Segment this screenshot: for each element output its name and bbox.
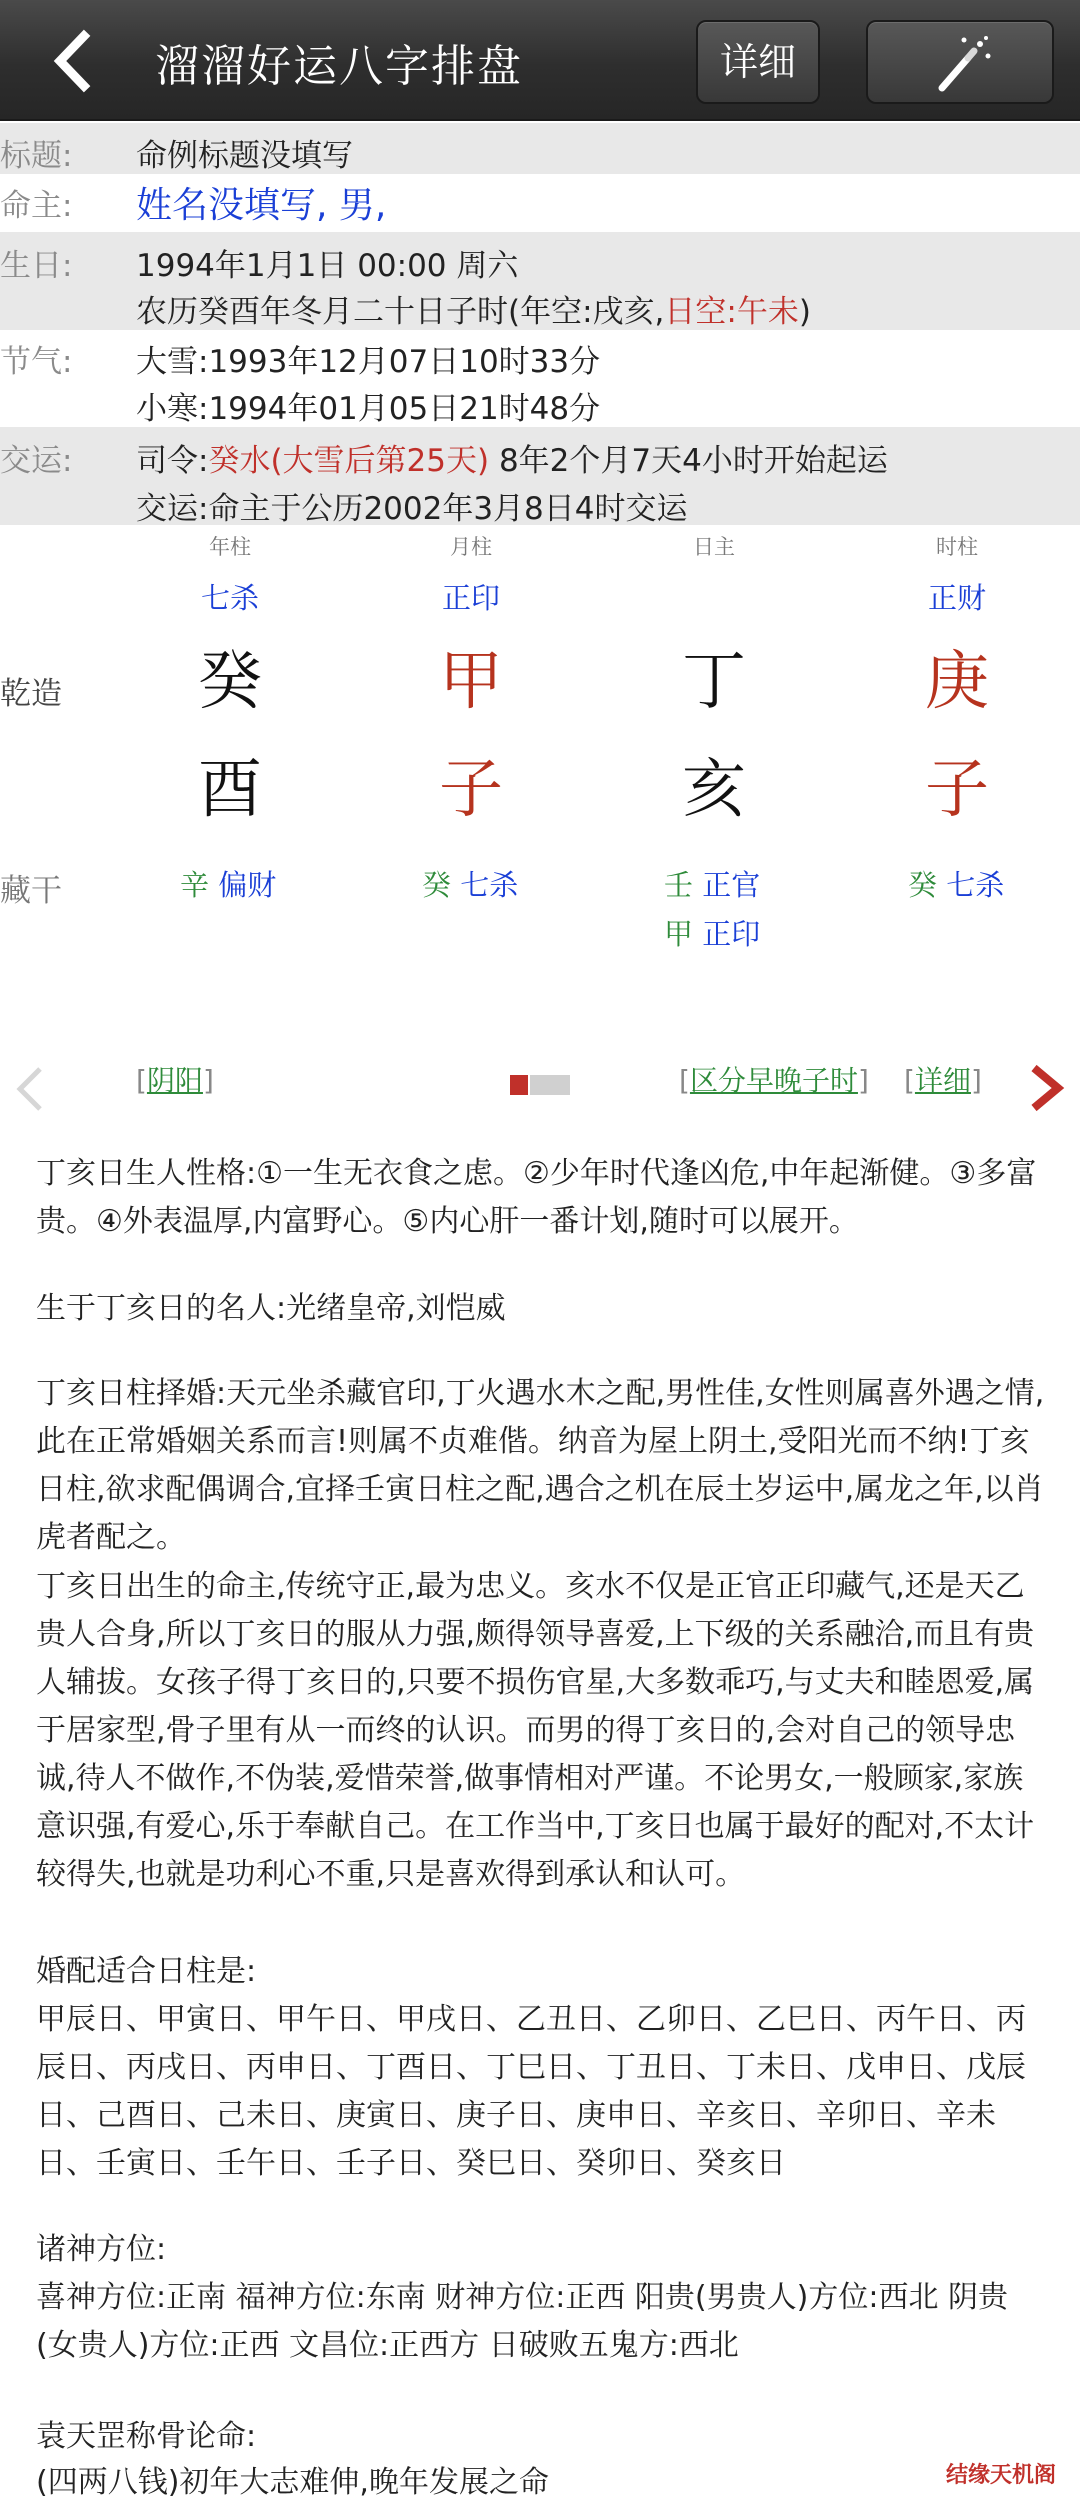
pillar-hour-shishen: 正财 xyxy=(927,581,986,615)
match-title: 婚配适合日柱是: xyxy=(36,1954,257,1989)
pillar-day-canggan-2 xyxy=(664,912,760,953)
siling xyxy=(136,435,888,480)
bone-weight-title: 袁天罡称骨论命: xyxy=(36,2419,257,2454)
canggan-gan: 壬 xyxy=(664,868,694,902)
pillar-day-head: 日主 xyxy=(693,535,735,559)
marriage-text: 丁亥日柱择婚:天元坐杀藏官印,丁火遇水木之配,男性佳,女性则属喜外遇之情,此在正常婚姻关系而言!则属不贞难偕。纳音为屋上阴土,受阳光而不纳!丁亥日柱,欲求配偶调合,宜择壬寅日柱之配,遇合之机在辰土岁运中,属龙之年,以肖虎者配之。 xyxy=(36,1376,1045,1555)
canggan-shishen: 正印 xyxy=(702,917,761,951)
siling-label: 司令: xyxy=(136,443,209,479)
birth-lunar-close: ) xyxy=(798,294,811,330)
yinyang-link[interactable]: [阴阳] xyxy=(136,1064,214,1097)
pillar-month-shishen: 正印 xyxy=(441,581,500,615)
page-dot xyxy=(530,1075,570,1095)
yinyang-text: 阴阳 xyxy=(146,1064,203,1097)
deity-directions: 喜神方位:正南 福神方位:东南 财神方位:正西 阳贵(男贵人)方位:西北 阴贵(女贵人)方位:正西 文昌位:正西方 日破败五鬼方:西北 xyxy=(36,2280,1008,2363)
info-row-jiaoyun xyxy=(0,427,1080,525)
birth-solar: 1994年1月1日 00:00 周六 xyxy=(136,248,519,284)
pillar-year-canggan xyxy=(180,863,276,904)
pillar-day-gan[interactable]: 丁 xyxy=(682,645,746,719)
jieqi-daxue: 大雪:1993年12月07日10时33分 xyxy=(136,344,601,380)
qianzao-label: 乾造 xyxy=(0,676,62,712)
canggan-shishen: 正官 xyxy=(702,868,761,902)
pillar-day-zhi[interactable]: 亥 xyxy=(682,753,746,827)
pillar-month-head: 月柱 xyxy=(450,535,492,559)
jiaoyun-label: 交运: xyxy=(0,443,73,479)
canggan-shishen: 偏财 xyxy=(218,868,277,902)
detail-text: 详细 xyxy=(914,1064,971,1097)
canggan-shishen: 七杀 xyxy=(946,868,1005,902)
detail-link[interactable]: [详细] xyxy=(904,1064,982,1097)
birth-lunar-text: 农历癸酉年冬月二十日子时(年空:戌亥, xyxy=(136,294,665,330)
detail-button[interactable]: 详细 xyxy=(696,20,820,104)
info-row-title xyxy=(0,123,1080,174)
pillar-hour-canggan xyxy=(908,863,1004,904)
owner-value[interactable]: 姓名没填写, 男, xyxy=(136,185,387,226)
magic-wand-button[interactable] xyxy=(866,20,1054,104)
canggan-gan: 甲 xyxy=(664,917,694,951)
page-title: 溜溜好运八字排盘 xyxy=(155,41,523,92)
info-row-birth xyxy=(0,232,1080,330)
pillar-day-canggan-1 xyxy=(664,863,760,904)
deity-title: 诸神方位: xyxy=(36,2232,167,2267)
page-dot-active xyxy=(510,1075,528,1095)
jieqi-label: 节气: xyxy=(0,344,73,380)
next-page-button[interactable] xyxy=(1024,1060,1068,1120)
pillar-year-zhi[interactable]: 酉 xyxy=(198,753,262,827)
pillar-hour-gan[interactable]: 庚 xyxy=(925,645,989,719)
title-value: 命例标题没填写 xyxy=(136,138,353,174)
info-row-jieqi xyxy=(0,330,1080,427)
app-header xyxy=(0,0,1080,121)
prev-page-button[interactable] xyxy=(10,1063,50,1119)
match-list: 甲辰日、甲寅日、甲午日、甲戌日、乙丑日、乙卯日、乙巳日、丙午日、丙辰日、丙戌日、丙申日、丁酉日、丁巳日、丁丑日、丁未日、戊申日、戊辰日、己酉日、己未日、庚寅日、庚子日、庚申日、辛亥日、辛卯日、辛未日、壬寅日、壬午日、壬子日、癸巳日、癸卯日、癸亥日 xyxy=(36,2002,1026,2181)
canggan-shishen: 七杀 xyxy=(460,868,519,902)
qiyun-time: 8年2个月7天4小时开始起运 xyxy=(489,443,888,479)
canggan-label: 藏干 xyxy=(0,873,62,909)
owner-label: 命主: xyxy=(0,188,73,224)
day-void: 日空:午未 xyxy=(664,294,799,330)
jiaoyun-date: 交运:命主于公历2002年3月8日4时交运 xyxy=(136,491,688,527)
canggan-gan: 辛 xyxy=(180,868,210,902)
info-row-owner xyxy=(0,174,1080,232)
watermark-logo: 结缘天机阁 xyxy=(946,2462,1057,2488)
celebrities-text: 生于丁亥日的名人:光绪皇帝,刘恺威 xyxy=(36,1291,506,1326)
pillar-month-zhi[interactable]: 子 xyxy=(439,753,503,827)
pillar-year-gan[interactable]: 癸 xyxy=(198,645,262,719)
canggan-gan: 癸 xyxy=(908,868,938,902)
chevron-right-icon xyxy=(1024,1060,1068,1116)
magic-wand-icon xyxy=(934,34,994,94)
pillar-month-canggan xyxy=(422,863,518,904)
title-label: 标题: xyxy=(0,138,73,174)
chevron-left-icon xyxy=(40,26,110,96)
bone-weight-text: (四两八钱)初年大志难伸,晚年发展之命 xyxy=(36,2465,549,2500)
birth-label: 生日: xyxy=(0,248,73,284)
personality-text: 丁亥日生人性格:①一生无衣食之虑。②少年时代逢凶危,中年起渐健。③多富贵。④外表温厚,内富野心。⑤内心肝一番计划,随时可以展开。 xyxy=(36,1156,1037,1239)
pillar-month-gan[interactable]: 甲 xyxy=(439,645,503,719)
canggan-gan: 癸 xyxy=(422,868,452,902)
character-text: 丁亥日出生的命主,传统守正,最为忠义。亥水不仅是正官正印藏气,还是天乙贵人合身,所以丁亥日的服从力强,颇得领导喜爱,上下级的关系融洽,而且有贵人辅拔。女孩子得丁亥日的,只要不损伤官星,大多数乖巧,与丈夫和睦恩爱,属于居家型,骨子里有从一而终的认识。而男的得丁亥日的,会对自己的领导忠诚,待人不做作,不伪装,爱惜荣誉,做事情相对严谨。不论男女,一般顾家,家族意识强,有爱心,乐于奉献自己。在工作当中,丁亥日也属于最好的配对,不太计较得失,也就是功利心不重,只是喜欢得到承认和认可。 xyxy=(36,1569,1035,1892)
zaowan-text: 区分早晚子时 xyxy=(689,1064,858,1097)
pillar-year-shishen: 七杀 xyxy=(200,581,259,615)
pillar-hour-head: 时柱 xyxy=(936,535,978,559)
pillar-year-head: 年柱 xyxy=(209,535,251,559)
pillar-hour-zhi[interactable]: 子 xyxy=(925,753,989,827)
birth-lunar xyxy=(136,286,811,331)
zaowan-link[interactable]: [区分早晚子时] xyxy=(679,1064,869,1097)
back-button[interactable] xyxy=(40,26,110,96)
siling-value: 癸水(大雪后第25天) xyxy=(208,443,490,479)
chevron-left-icon xyxy=(10,1063,50,1115)
jieqi-xiaohan: 小寒:1994年01月05日21时48分 xyxy=(136,391,601,427)
